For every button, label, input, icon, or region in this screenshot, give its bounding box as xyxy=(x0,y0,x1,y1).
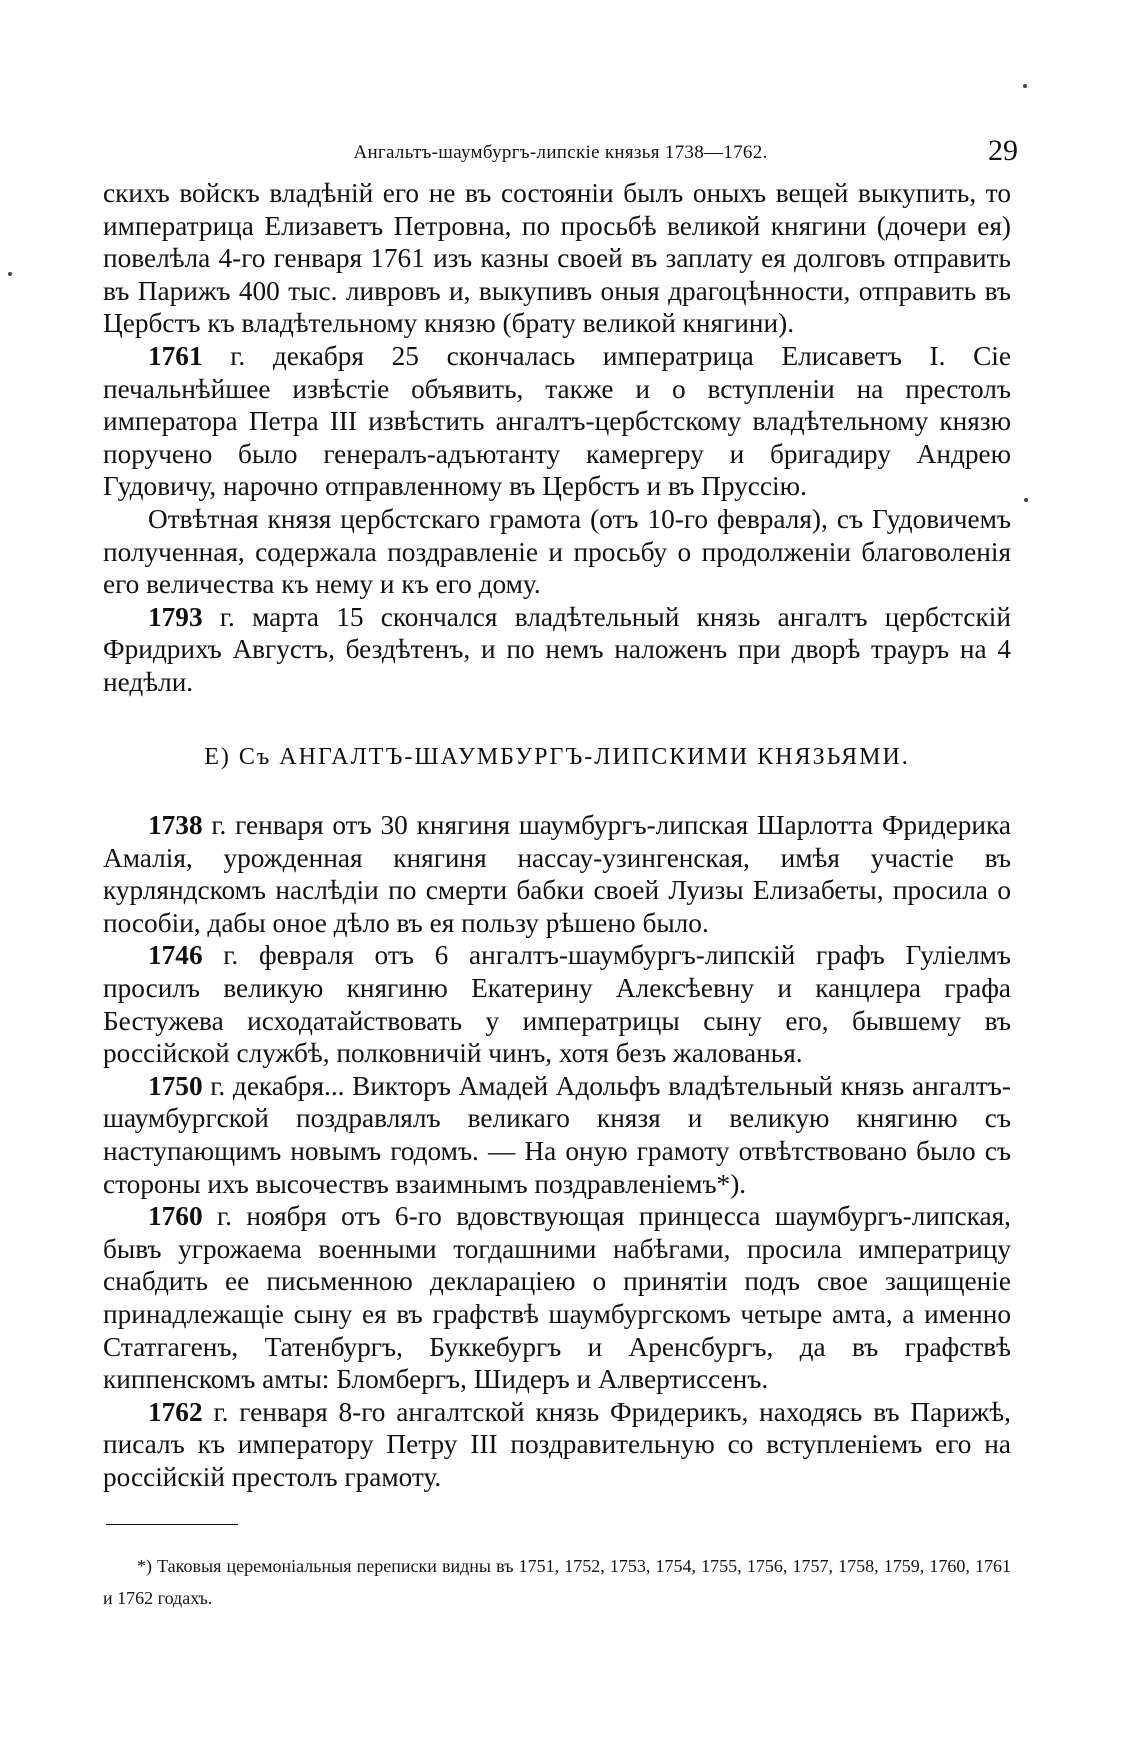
entry-text: г. генваря 8-го ангалтской князь Фридерикъ, находясь въ Парижѣ, писалъ къ императору Петру III поздравительную со вступленіемъ его на россійскій престолъ грамоту. xyxy=(103,1396,1011,1492)
entry-year: 1760 xyxy=(148,1201,203,1232)
paragraph-1746 xyxy=(103,939,1011,1069)
footnote: *) Таковыя церемоніальныя переписки видны въ 1751, 1752, 1753, 1754, 1755, 1756, 1757, 1758, 1759, 1760, 1761 и 1762 годахъ. xyxy=(103,1556,1011,1608)
entry-text: г. марта 15 скончался владѣтельный князь ангалтъ цербстскій Фридрихъ Августъ, бездѣтенъ, и по немъ наложенъ при дворѣ трауръ на 4 недѣли. xyxy=(103,601,1011,697)
entry-year: 1746 xyxy=(148,940,203,971)
paragraph-1750 xyxy=(103,1070,1011,1200)
print-speck xyxy=(1023,84,1027,88)
running-title: Ангальтъ-шаумбургъ-липскіе князья 1738—1762. xyxy=(353,142,768,163)
paragraph-1761 xyxy=(103,340,1011,503)
main-text xyxy=(103,177,1011,1494)
entry-text: г. февраля отъ 6 ангалтъ-шаумбургъ-липскій графъ Гуліелмъ просилъ великую княгиню Екатерину Алексѣевну и канцлера графа Бестужева исходатайствовать у императрицы сыну его, бывшему въ россійской службѣ, полковничій чинъ, хотя безъ жалованья. xyxy=(103,940,1011,1069)
paragraph-1762 xyxy=(103,1396,1011,1494)
entry-year: 1750 xyxy=(148,1070,203,1101)
entry-text: г. декабря... Викторъ Амадей Адольфъ владѣтельный князь ангалтъ-шаумбургской поздравлялъ великаго князя и великую княгиню съ наступающимъ новымъ годомъ. — На оную грамоту отвѣтствовано было съ стороны ихъ высочествъ взаимнымъ поздравленіемъ*). xyxy=(103,1070,1011,1199)
paragraph-1760 xyxy=(103,1200,1011,1396)
page-number: 29 xyxy=(988,134,1018,167)
paragraph-1738 xyxy=(103,809,1011,939)
running-head xyxy=(103,134,1018,172)
entry-year: 1762 xyxy=(148,1396,203,1427)
entry-year: 1761 xyxy=(148,340,203,371)
print-speck xyxy=(1024,498,1028,502)
section-heading: E) Съ АНГАЛТЪ-ШАУМБУРГЪ-ЛИПСКИМИ КНЯЗЬЯМИ. xyxy=(204,743,910,770)
entry-text: г. ноября отъ 6-го вдовствующая принцесса шаумбургъ-липская, бывъ угрожаема военными тогдашними набѣгами, просила императрицу снабдить ее письменною деклараціею о принятіи подъ свое защищеніе принадлежащіе сыну ея въ графствѣ шаумбургскомъ четыре амта, а именно Статгагенъ, Татенбургъ, Буккебургъ и Аренсбургъ, да въ графствѣ киппенскомъ амты: Бломбергъ, Шидеръ и Алвертиссенъ. xyxy=(103,1201,1011,1395)
entry-year: 1793 xyxy=(148,601,203,632)
entry-text: г. генваря отъ 30 княгиня шаумбургъ-липская Шарлотта Фридерика Амалія, урожденная княгиня нассау-узингенская, имѣя участіе въ курляндскомъ наслѣдіи по смерти бабки своей Луизы Елизабеты, просила о пособіи, дабы оное дѣло въ ея пользу рѣшено было. xyxy=(103,810,1011,938)
paragraph-reply-letter: Отвѣтная князя цербстскаго грамота (отъ 10-го февраля), съ Гудовичемъ полученная, содержала поздравленіе и просьбу о продолженіи благоволенія его величества къ нему и къ его дому. xyxy=(103,503,1011,600)
footnote-rule xyxy=(106,1524,238,1525)
paragraph-1793 xyxy=(103,601,1011,699)
entry-year: 1738 xyxy=(148,810,203,841)
paragraph-continued: скихъ войскъ владѣній его не въ состояніи былъ оныхъ вещей выкупить, то императрица Елизаветъ Петровна, по просьбѣ великой княгини (дочери ея) повелѣла 4-го генваря 1761 изъ казны своей въ заплату ея долговъ отправить въ Парижъ 400 тыс. ливровъ и, выкупивъ оныя драгоцѣнности, отправить въ Цербстъ къ владѣтельному князю (брату великой княгини). xyxy=(103,178,1011,339)
entry-text: г. декабря 25 скончалась императрица Елисаветъ I. Сіе печальнѣйшее извѣстіе объявить, также и о вступленіи на престолъ императора Петра III извѣстить ангалтъ-цербстскому владѣтельному князю поручено было генералъ-адъютанту камергеру и бригадиру Андрею Гудовичу, нарочно отправленному въ Цербстъ и въ Пруссію. xyxy=(103,340,1011,502)
print-speck xyxy=(8,272,12,276)
